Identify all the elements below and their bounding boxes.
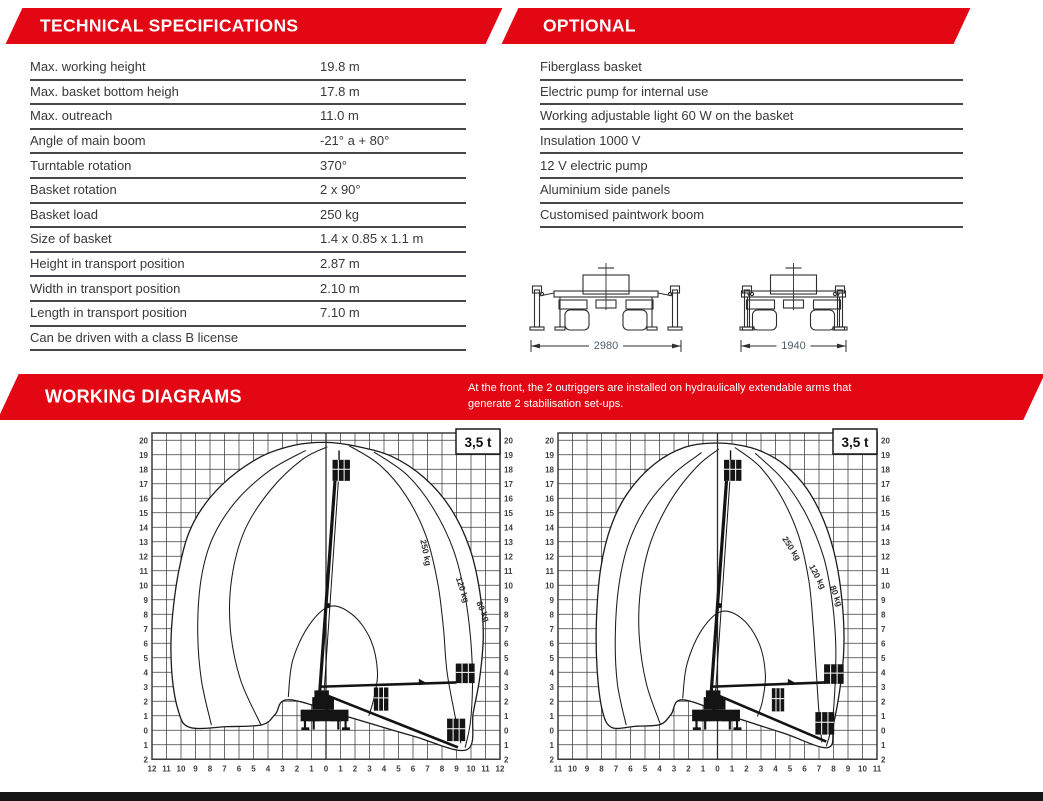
optional-item-label: Fiberglass basket: [540, 59, 642, 75]
svg-text:7: 7: [425, 764, 430, 774]
svg-text:4: 4: [881, 668, 886, 678]
svg-text:3: 3: [758, 764, 764, 774]
table-row: [30, 105, 466, 130]
table-row: [30, 56, 466, 81]
svg-text:10: 10: [881, 581, 890, 591]
svg-text:18: 18: [504, 465, 513, 475]
svg-text:2: 2: [881, 697, 886, 707]
svg-text:6: 6: [549, 639, 554, 649]
svg-text:4: 4: [773, 764, 778, 774]
svg-text:14: 14: [504, 523, 513, 533]
svg-text:13: 13: [881, 537, 890, 547]
svg-text:11: 11: [481, 764, 490, 774]
svg-text:18: 18: [881, 465, 890, 475]
svg-text:4: 4: [657, 764, 662, 774]
svg-text:12: 12: [881, 552, 890, 562]
svg-text:17: 17: [545, 479, 554, 489]
svg-text:12: 12: [139, 552, 148, 562]
svg-text:2: 2: [294, 764, 300, 774]
svg-text:4: 4: [504, 668, 509, 678]
svg-text:17: 17: [881, 479, 890, 489]
svg-text:4: 4: [549, 668, 554, 678]
svg-text:7: 7: [613, 764, 619, 774]
svg-text:2: 2: [744, 764, 749, 774]
svg-text:6: 6: [802, 764, 807, 774]
spec-label: Size of basket: [30, 231, 112, 247]
list-item: [540, 204, 963, 229]
svg-text:19: 19: [504, 450, 513, 460]
spec-label: Height in transport position: [30, 256, 185, 272]
svg-text:2: 2: [143, 755, 148, 765]
section-title-optional: OPTIONAL: [543, 15, 636, 36]
list-item: [540, 105, 963, 130]
svg-text:5: 5: [143, 653, 148, 663]
svg-text:0: 0: [143, 726, 148, 736]
technical-specifications-table: [30, 56, 466, 351]
svg-text:10: 10: [858, 764, 867, 774]
svg-text:8: 8: [599, 764, 604, 774]
svg-text:2: 2: [686, 764, 691, 774]
load-zone-label: 120 kg: [807, 562, 829, 591]
optional-banner: [510, 8, 962, 44]
svg-text:10: 10: [504, 581, 513, 591]
svg-text:9: 9: [549, 595, 554, 605]
spec-value: 11.0 m: [320, 108, 359, 124]
svg-text:6: 6: [881, 639, 886, 649]
svg-text:5: 5: [251, 764, 256, 774]
svg-text:4: 4: [143, 668, 148, 678]
working-diagram-wide-setup: [120, 427, 524, 779]
spec-value: 7.10 m: [320, 305, 360, 321]
svg-text:1: 1: [143, 711, 148, 721]
spec-value: 1.4 x 0.85 x 1.1 m: [320, 231, 424, 247]
spec-label: Turntable rotation: [30, 157, 132, 173]
svg-text:19: 19: [545, 450, 554, 460]
svg-text:5: 5: [396, 764, 401, 774]
svg-text:9: 9: [504, 595, 509, 605]
spec-value: 19.8 m: [320, 59, 360, 75]
technical-specifications-banner: [14, 8, 494, 44]
table-row: [30, 154, 466, 179]
svg-text:0: 0: [549, 726, 554, 736]
optional-item-label: Aluminium side panels: [540, 182, 671, 198]
svg-text:17: 17: [139, 479, 148, 489]
outrigger-width-dimension: 1940: [781, 340, 806, 352]
table-row: [30, 228, 466, 253]
spec-label: Angle of main boom: [30, 133, 146, 149]
svg-text:8: 8: [207, 764, 213, 774]
svg-text:10: 10: [568, 764, 577, 774]
svg-text:11: 11: [881, 566, 890, 576]
svg-text:0: 0: [881, 726, 886, 736]
svg-text:2: 2: [881, 755, 886, 765]
svg-text:8: 8: [439, 764, 445, 774]
svg-text:10: 10: [176, 764, 186, 774]
svg-text:11: 11: [553, 764, 563, 774]
spec-value: 250 kg: [320, 206, 360, 222]
svg-text:8: 8: [831, 764, 836, 774]
svg-text:10: 10: [466, 764, 476, 774]
svg-text:18: 18: [545, 465, 554, 475]
svg-text:11: 11: [162, 764, 171, 774]
svg-text:2: 2: [143, 697, 148, 707]
svg-text:13: 13: [545, 537, 554, 547]
svg-text:8: 8: [504, 610, 509, 620]
page-footer-bar: [0, 792, 1043, 801]
svg-text:6: 6: [504, 639, 509, 649]
spec-value: 2.10 m: [320, 280, 360, 296]
table-row: [30, 277, 466, 302]
svg-text:15: 15: [545, 508, 554, 518]
svg-text:20: 20: [881, 436, 890, 446]
spec-value: 2.87 m: [320, 256, 360, 272]
svg-text:11: 11: [504, 566, 513, 576]
spec-value: -21° a + 80°: [320, 133, 390, 149]
svg-text:18: 18: [139, 465, 148, 475]
svg-text:14: 14: [139, 523, 148, 533]
svg-text:16: 16: [504, 494, 513, 504]
svg-text:9: 9: [584, 764, 590, 774]
svg-text:4: 4: [265, 764, 271, 774]
spec-label: Width in transport position: [30, 280, 181, 296]
svg-text:8: 8: [549, 610, 554, 620]
svg-text:11: 11: [545, 566, 554, 576]
svg-text:3: 3: [549, 682, 554, 692]
svg-text:12: 12: [147, 764, 157, 774]
svg-text:9: 9: [845, 764, 851, 774]
svg-text:5: 5: [642, 764, 648, 774]
capacity-badge: [833, 429, 877, 454]
dimension-line: [531, 338, 681, 352]
table-row: [30, 81, 466, 106]
svg-text:7: 7: [549, 624, 554, 634]
svg-text:10: 10: [139, 581, 148, 591]
dimension-line: [741, 338, 846, 352]
list-item: [540, 81, 963, 106]
svg-text:2: 2: [504, 755, 509, 765]
svg-text:3: 3: [280, 764, 285, 774]
svg-text:12: 12: [495, 764, 505, 774]
svg-text:20: 20: [545, 436, 554, 446]
optional-item-label: 12 V electric pump: [540, 157, 648, 173]
svg-text:1: 1: [881, 711, 886, 721]
svg-text:14: 14: [881, 523, 890, 533]
svg-text:13: 13: [504, 537, 513, 547]
svg-text:3: 3: [367, 764, 372, 774]
svg-text:6: 6: [628, 764, 633, 774]
load-zone-label: 250 kg: [780, 534, 804, 563]
svg-text:9: 9: [881, 595, 886, 605]
spec-label: Max. working height: [30, 59, 146, 75]
svg-text:1: 1: [729, 764, 735, 774]
outrigger-front-view-wide: [526, 260, 686, 356]
svg-text:20: 20: [139, 436, 148, 446]
svg-text:3: 3: [143, 682, 148, 692]
truck-drawing: [740, 263, 847, 330]
table-row: [30, 130, 466, 155]
svg-text:1: 1: [549, 711, 554, 721]
svg-text:9: 9: [143, 595, 148, 605]
spec-label: Length in transport position: [30, 305, 187, 321]
svg-text:5: 5: [549, 653, 554, 663]
svg-text:1: 1: [504, 711, 509, 721]
capacity-badge-label: 3,5 t: [464, 435, 492, 450]
spec-value: 370°: [320, 157, 347, 173]
list-item: [540, 179, 963, 204]
spec-label: Max. basket bottom heigh: [30, 83, 179, 99]
svg-text:5: 5: [881, 653, 886, 663]
working-diagram-narrow-setup: [530, 427, 901, 779]
svg-text:13: 13: [139, 537, 148, 547]
spec-label: Max. outreach: [30, 108, 113, 124]
optional-items-table: [540, 56, 963, 228]
svg-text:0: 0: [323, 764, 329, 774]
svg-text:1: 1: [338, 764, 343, 774]
table-row: [30, 253, 466, 278]
svg-text:1: 1: [549, 740, 554, 750]
svg-text:14: 14: [545, 523, 554, 533]
svg-text:2: 2: [504, 697, 509, 707]
svg-text:16: 16: [545, 494, 554, 504]
svg-text:3: 3: [881, 682, 886, 692]
spec-value: 2 x 90°: [320, 182, 361, 198]
svg-text:7: 7: [143, 624, 148, 634]
svg-text:11: 11: [139, 566, 148, 576]
optional-item-label: Customised paintwork boom: [540, 206, 705, 222]
optional-item-label: Working adjustable light 60 W on the basket: [540, 108, 794, 124]
svg-text:8: 8: [881, 610, 886, 620]
spec-value: 17.8 m: [320, 83, 360, 99]
svg-text:6: 6: [236, 764, 242, 774]
section-title-working-diagrams: WORKING DIAGRAMS: [45, 386, 242, 407]
svg-text:16: 16: [139, 494, 148, 504]
list-item: [540, 154, 963, 179]
svg-text:7: 7: [222, 764, 227, 774]
table-row: [30, 179, 466, 204]
list-item: [540, 130, 963, 155]
svg-text:8: 8: [143, 610, 148, 620]
svg-text:15: 15: [881, 508, 890, 518]
table-row: [30, 204, 466, 229]
svg-text:2: 2: [549, 755, 554, 765]
capacity-badge: [456, 429, 500, 454]
svg-text:2: 2: [549, 697, 554, 707]
svg-text:9: 9: [454, 764, 459, 774]
svg-text:1: 1: [504, 740, 509, 750]
svg-text:15: 15: [139, 508, 148, 518]
spec-label: Basket rotation: [30, 182, 117, 198]
outriggers-note: At the front, the 2 outriggers are installed on hydraulically extendable arms that generate 2 stabilisation set-ups.: [468, 382, 852, 410]
svg-text:5: 5: [787, 764, 793, 774]
svg-text:5: 5: [504, 653, 509, 663]
outrigger-width-dimension: 2980: [593, 340, 619, 352]
svg-text:1: 1: [309, 764, 314, 774]
load-zone-label: 80 kg: [474, 599, 493, 624]
svg-text:19: 19: [881, 450, 890, 460]
truck-drawing: [530, 263, 682, 330]
list-item: [540, 56, 963, 81]
svg-text:2: 2: [352, 764, 358, 774]
svg-text:3: 3: [504, 682, 509, 692]
svg-text:0: 0: [504, 726, 509, 736]
spec-label: Can be driven with a class B license: [30, 329, 239, 345]
svg-text:17: 17: [504, 479, 513, 489]
svg-text:3: 3: [671, 764, 677, 774]
optional-item-label: Insulation 1000 V: [540, 133, 641, 149]
load-zone-label: 250 kg: [418, 538, 434, 567]
svg-text:12: 12: [545, 552, 554, 562]
svg-text:9: 9: [193, 764, 198, 774]
svg-text:15: 15: [504, 508, 513, 518]
svg-text:7: 7: [504, 624, 509, 634]
svg-text:7: 7: [881, 624, 886, 634]
svg-text:6: 6: [143, 639, 148, 649]
svg-text:16: 16: [881, 494, 890, 504]
working-diagrams-banner: [8, 374, 1034, 420]
spec-label: Basket load: [30, 206, 98, 222]
svg-text:10: 10: [545, 581, 554, 591]
svg-text:6: 6: [410, 764, 416, 774]
svg-text:19: 19: [139, 450, 148, 460]
svg-text:20: 20: [504, 436, 513, 446]
load-zone-label: 120 kg: [453, 575, 472, 604]
svg-text:1: 1: [700, 764, 706, 774]
optional-item-label: Electric pump for internal use: [540, 83, 709, 99]
capacity-badge-label: 3,5 t: [841, 435, 869, 450]
svg-text:11: 11: [872, 764, 882, 774]
svg-text:4: 4: [381, 764, 387, 774]
load-zone-label: 80 kg: [827, 583, 845, 608]
svg-text:1: 1: [143, 740, 148, 750]
svg-text:7: 7: [816, 764, 822, 774]
table-row: [30, 302, 466, 327]
svg-text:12: 12: [504, 552, 513, 562]
svg-text:0: 0: [715, 764, 720, 774]
svg-text:1: 1: [881, 740, 886, 750]
outrigger-front-view-narrow: [736, 260, 851, 356]
table-row: [30, 327, 466, 352]
section-title-technical-specifications: TECHNICAL SPECIFICATIONS: [40, 15, 299, 36]
